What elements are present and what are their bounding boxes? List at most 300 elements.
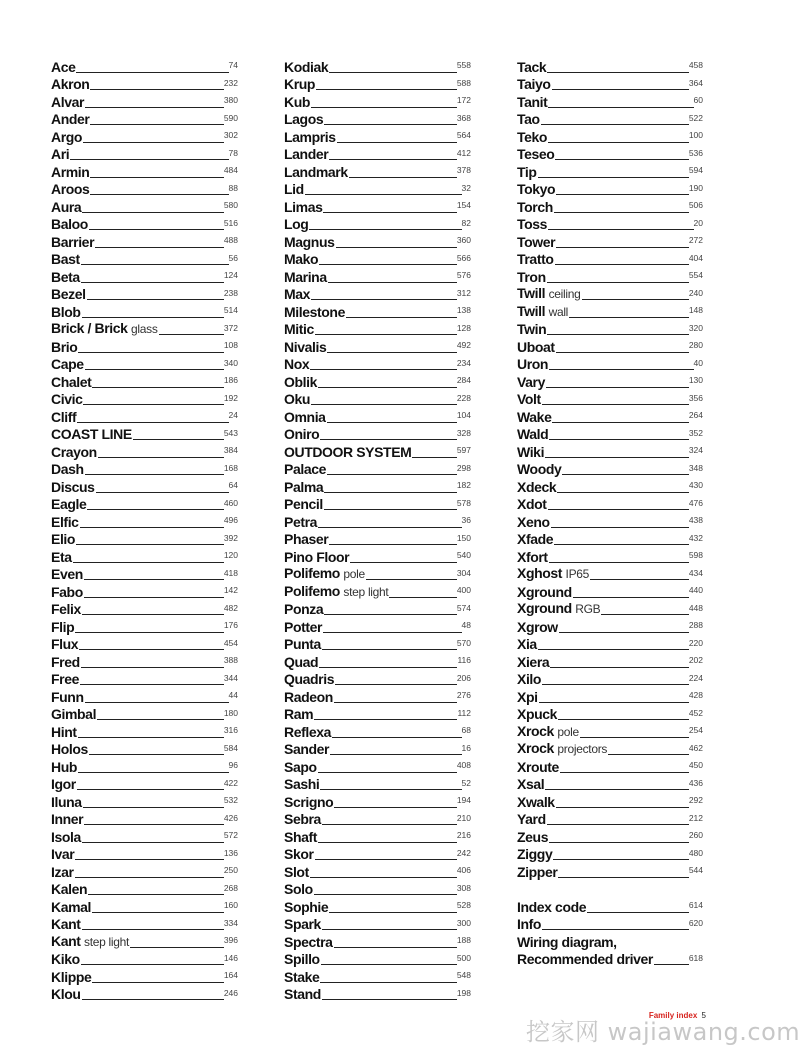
index-entry[interactable] bbox=[51, 915, 238, 933]
index-entry[interactable] bbox=[284, 810, 471, 828]
entry-family: Iluna bbox=[51, 793, 82, 810]
index-entry[interactable] bbox=[517, 565, 703, 583]
index-entry[interactable] bbox=[284, 495, 471, 513]
entry-family: Uboat bbox=[517, 338, 555, 355]
index-entry[interactable] bbox=[51, 477, 238, 495]
index-entry[interactable] bbox=[517, 57, 703, 75]
index-entry[interactable] bbox=[517, 110, 703, 128]
entry-family: Ziggy bbox=[517, 846, 553, 862]
entry-family: Volt bbox=[517, 391, 541, 407]
index-entry[interactable] bbox=[51, 845, 238, 863]
index-entry[interactable] bbox=[284, 897, 471, 915]
wiring-diagram-entry[interactable] bbox=[517, 932, 703, 967]
leader-line bbox=[82, 212, 224, 213]
entry-family: Woody bbox=[517, 461, 562, 477]
entry-name bbox=[284, 865, 309, 880]
index-entry[interactable] bbox=[284, 880, 471, 898]
leader-line bbox=[545, 789, 689, 790]
index-entry[interactable] bbox=[284, 355, 471, 373]
index-entry[interactable] bbox=[51, 302, 238, 320]
entry-family: Palma bbox=[284, 478, 324, 495]
index-entry[interactable] bbox=[51, 687, 238, 705]
index-entry[interactable] bbox=[51, 232, 238, 250]
entry-page: 412 bbox=[456, 147, 471, 158]
entry-name bbox=[51, 305, 81, 320]
index-entry[interactable] bbox=[517, 372, 703, 390]
index-entry[interactable] bbox=[51, 810, 238, 828]
index-entry[interactable] bbox=[517, 442, 703, 460]
entry-name bbox=[284, 270, 327, 285]
entry-page: 40 bbox=[693, 357, 703, 368]
entry-name bbox=[517, 777, 544, 792]
entry-name bbox=[517, 532, 553, 547]
leader-line bbox=[76, 544, 224, 545]
index-entry[interactable] bbox=[51, 495, 238, 513]
entry-family: Funn bbox=[51, 688, 84, 705]
index-entry[interactable] bbox=[284, 75, 471, 93]
index-entry[interactable] bbox=[51, 355, 238, 373]
entry-name bbox=[284, 620, 322, 635]
entry-page: 96 bbox=[228, 760, 238, 770]
index-entry[interactable] bbox=[517, 722, 703, 740]
index-entry[interactable] bbox=[284, 862, 471, 880]
index-entry[interactable] bbox=[284, 775, 471, 793]
index-entry[interactable] bbox=[51, 372, 238, 390]
leader-line bbox=[556, 807, 689, 808]
index-entry[interactable] bbox=[284, 92, 471, 110]
entry-page: 302 bbox=[223, 130, 238, 140]
entry-name bbox=[51, 970, 91, 985]
index-entry[interactable] bbox=[517, 197, 703, 215]
entry-family: Lampris bbox=[284, 128, 336, 145]
entry-page: 194 bbox=[456, 795, 471, 805]
leader-line bbox=[549, 439, 688, 440]
leader-line bbox=[322, 824, 457, 825]
entry-name bbox=[517, 286, 581, 302]
index-entry[interactable] bbox=[51, 897, 238, 915]
entry-page: 452 bbox=[688, 707, 703, 718]
entry-family: Zeus bbox=[517, 828, 549, 845]
index-entry[interactable] bbox=[284, 162, 471, 180]
index-entry[interactable] bbox=[284, 757, 471, 775]
index-entry[interactable] bbox=[284, 372, 471, 390]
index-entry[interactable] bbox=[284, 267, 471, 285]
entry-page: 64 bbox=[228, 480, 238, 490]
entry-page: 142 bbox=[223, 585, 238, 595]
index-entry[interactable] bbox=[517, 460, 703, 478]
leader-line bbox=[82, 614, 224, 615]
index-entry[interactable] bbox=[51, 757, 238, 775]
entry-page: 454 bbox=[223, 637, 238, 648]
entry-family: Xroute bbox=[517, 758, 559, 775]
entry-name bbox=[51, 865, 74, 880]
leader-line bbox=[322, 929, 457, 930]
leader-line bbox=[77, 422, 228, 423]
index-entry[interactable] bbox=[284, 425, 471, 443]
index-entry[interactable] bbox=[517, 495, 703, 513]
index-entry[interactable] bbox=[517, 127, 703, 145]
entry-name bbox=[284, 760, 317, 775]
index-column-3 bbox=[517, 57, 703, 967]
index-entry[interactable] bbox=[517, 740, 703, 758]
entry-page: 136 bbox=[223, 847, 238, 858]
index-entry[interactable] bbox=[284, 407, 471, 425]
entry-page: 246 bbox=[223, 987, 238, 998]
index-entry[interactable] bbox=[284, 460, 471, 478]
index-entry[interactable] bbox=[51, 197, 238, 215]
entry-family: Xdeck bbox=[517, 478, 557, 495]
index-entry[interactable] bbox=[517, 635, 703, 653]
leader-line bbox=[608, 754, 689, 755]
index-entry[interactable] bbox=[51, 337, 238, 355]
index-entry[interactable] bbox=[517, 670, 703, 688]
entry-page: 316 bbox=[223, 725, 238, 735]
index-entry[interactable] bbox=[51, 967, 238, 985]
index-entry[interactable] bbox=[51, 162, 238, 180]
index-entry[interactable] bbox=[284, 792, 471, 810]
section-gap bbox=[517, 880, 703, 898]
leader-line bbox=[78, 737, 224, 738]
index-entry[interactable] bbox=[517, 775, 703, 793]
entry-name bbox=[51, 882, 87, 897]
entry-page: 154 bbox=[456, 200, 471, 210]
index-entry[interactable] bbox=[51, 827, 238, 845]
leader-line bbox=[558, 877, 688, 878]
index-entry[interactable] bbox=[517, 390, 703, 408]
index-entry[interactable] bbox=[284, 827, 471, 845]
index-entry[interactable] bbox=[51, 722, 238, 740]
index-entry[interactable] bbox=[517, 337, 703, 355]
index-entry[interactable] bbox=[284, 617, 471, 635]
index-entry[interactable] bbox=[51, 390, 238, 408]
index-entry[interactable] bbox=[51, 215, 238, 233]
index-entry[interactable] bbox=[284, 547, 471, 565]
index-entry[interactable] bbox=[517, 145, 703, 163]
index-entry[interactable] bbox=[51, 670, 238, 688]
entry-family: Xrock bbox=[517, 722, 554, 739]
index-entry[interactable] bbox=[51, 92, 238, 110]
entry-page: 404 bbox=[688, 252, 703, 263]
index-entry[interactable] bbox=[51, 530, 238, 548]
index-entry[interactable] bbox=[517, 477, 703, 495]
entry-page: 554 bbox=[688, 270, 703, 280]
entry-name bbox=[51, 60, 75, 75]
index-entry[interactable] bbox=[51, 145, 238, 163]
index-entry[interactable] bbox=[284, 985, 471, 1003]
index-entry[interactable] bbox=[284, 302, 471, 320]
index-entry[interactable] bbox=[284, 670, 471, 688]
leader-line bbox=[320, 982, 456, 983]
entry-page: 488 bbox=[223, 235, 238, 245]
index-entry[interactable] bbox=[51, 740, 238, 758]
index-entry[interactable] bbox=[517, 582, 703, 600]
index-entry[interactable] bbox=[517, 180, 703, 198]
entry-family: Polifemo bbox=[284, 582, 340, 599]
index-entry[interactable] bbox=[517, 862, 703, 880]
entry-family: Cape bbox=[51, 356, 84, 372]
leader-line bbox=[85, 702, 229, 703]
entry-name bbox=[284, 497, 323, 512]
index-entry[interactable] bbox=[284, 582, 471, 600]
entry-family: Bast bbox=[51, 251, 80, 267]
entry-page: 180 bbox=[223, 707, 238, 718]
index-entry[interactable] bbox=[51, 705, 238, 723]
entry-name bbox=[284, 970, 319, 985]
index-entry[interactable] bbox=[517, 530, 703, 548]
entry-name bbox=[284, 742, 329, 757]
index-entry[interactable] bbox=[51, 127, 238, 145]
entry-page: 216 bbox=[456, 830, 471, 840]
index-entry[interactable] bbox=[51, 320, 238, 338]
index-entry[interactable] bbox=[51, 565, 238, 583]
index-entry[interactable] bbox=[517, 705, 703, 723]
index-entry[interactable] bbox=[284, 600, 471, 618]
index-entry[interactable] bbox=[284, 565, 471, 583]
index-entry[interactable] bbox=[517, 92, 703, 110]
leader-line bbox=[76, 72, 228, 73]
index-entry[interactable] bbox=[284, 337, 471, 355]
index-entry[interactable] bbox=[284, 652, 471, 670]
entry-name bbox=[284, 550, 349, 565]
entry-family: Kalen bbox=[51, 881, 88, 897]
entry-page: 150 bbox=[456, 532, 471, 543]
leader-line bbox=[305, 194, 462, 195]
entry-family: Xiera bbox=[517, 653, 550, 670]
index-entry[interactable] bbox=[51, 460, 238, 478]
index-entry[interactable] bbox=[51, 880, 238, 898]
entry-family: Chalet bbox=[51, 373, 92, 390]
index-entry[interactable] bbox=[51, 75, 238, 93]
leader-line bbox=[75, 859, 224, 860]
leader-line bbox=[159, 334, 224, 335]
index-entry[interactable] bbox=[284, 57, 471, 75]
entry-name bbox=[517, 357, 548, 372]
index-entry[interactable] bbox=[284, 320, 471, 338]
index-entry[interactable] bbox=[284, 197, 471, 215]
entry-family: Xpi bbox=[517, 688, 538, 705]
entry-name bbox=[517, 200, 553, 215]
entry-page: 224 bbox=[688, 672, 703, 683]
leader-line bbox=[346, 317, 457, 318]
entry-name bbox=[284, 882, 313, 897]
index-entry[interactable] bbox=[517, 285, 703, 303]
index-entry[interactable] bbox=[284, 932, 471, 950]
entry-page: 618 bbox=[688, 952, 703, 963]
entry-name bbox=[51, 917, 81, 932]
entry-name bbox=[517, 77, 551, 92]
leader-line bbox=[336, 247, 457, 248]
index-entry[interactable] bbox=[517, 302, 703, 320]
index-entry[interactable] bbox=[517, 512, 703, 530]
entry-name bbox=[517, 375, 545, 390]
index-entry[interactable] bbox=[51, 407, 238, 425]
leader-line bbox=[552, 422, 688, 423]
index-entry[interactable] bbox=[51, 652, 238, 670]
entry-page: 24 bbox=[228, 410, 238, 420]
index-entry[interactable] bbox=[284, 915, 471, 933]
leader-line bbox=[547, 334, 689, 335]
index-entry[interactable] bbox=[517, 547, 703, 565]
index-entry[interactable] bbox=[284, 145, 471, 163]
entry-family: Solo bbox=[284, 881, 313, 897]
index-entry[interactable] bbox=[51, 600, 238, 618]
index-entry[interactable] bbox=[284, 250, 471, 268]
leader-line bbox=[320, 789, 461, 790]
entry-family: Crayon bbox=[51, 443, 97, 460]
entry-page: 176 bbox=[223, 620, 238, 630]
entry-name bbox=[284, 130, 336, 145]
index-entry[interactable] bbox=[284, 232, 471, 250]
index-entry[interactable] bbox=[517, 250, 703, 268]
entry-page: 348 bbox=[688, 462, 703, 473]
index-entry[interactable] bbox=[517, 600, 703, 618]
entry-page: 268 bbox=[223, 882, 238, 893]
entry-family: Aura bbox=[51, 198, 82, 215]
index-entry[interactable] bbox=[51, 110, 238, 128]
entry-family: Quad bbox=[284, 653, 319, 670]
entry-family: Izar bbox=[51, 863, 74, 880]
entry-page: 356 bbox=[688, 392, 703, 403]
entry-name bbox=[51, 952, 80, 967]
entry-name bbox=[284, 637, 321, 652]
index-entry[interactable] bbox=[51, 267, 238, 285]
index-entry[interactable] bbox=[51, 582, 238, 600]
index-entry[interactable] bbox=[51, 180, 238, 198]
leader-line bbox=[548, 142, 689, 143]
entry-page: 590 bbox=[223, 112, 238, 123]
entry-family: Pino Floor bbox=[284, 548, 350, 565]
entry-page: 186 bbox=[223, 375, 238, 385]
entry-family: Oniro bbox=[284, 426, 320, 442]
index-entry[interactable] bbox=[517, 687, 703, 705]
entry-family: OUTDOOR SYSTEM bbox=[284, 443, 412, 460]
entry-page: 78 bbox=[228, 147, 238, 158]
index-entry[interactable] bbox=[517, 232, 703, 250]
index-entry[interactable] bbox=[51, 950, 238, 968]
index-entry[interactable] bbox=[517, 267, 703, 285]
index-entry[interactable] bbox=[284, 705, 471, 723]
entry-name bbox=[51, 235, 94, 250]
index-entry[interactable] bbox=[517, 915, 703, 933]
leader-line bbox=[318, 387, 457, 388]
index-entry[interactable] bbox=[51, 792, 238, 810]
leader-line bbox=[87, 509, 223, 510]
index-entry[interactable] bbox=[284, 740, 471, 758]
index-entry[interactable] bbox=[51, 775, 238, 793]
index-entry[interactable] bbox=[517, 425, 703, 443]
index-entry[interactable] bbox=[284, 285, 471, 303]
index-entry[interactable] bbox=[51, 547, 238, 565]
leader-line bbox=[324, 492, 457, 493]
index-entry[interactable] bbox=[51, 932, 238, 950]
entry-name bbox=[517, 112, 540, 127]
index-entry[interactable] bbox=[51, 985, 238, 1003]
index-entry[interactable] bbox=[284, 390, 471, 408]
index-entry[interactable] bbox=[517, 792, 703, 810]
index-entry[interactable] bbox=[517, 845, 703, 863]
leader-line bbox=[553, 859, 688, 860]
entry-page: 448 bbox=[688, 602, 703, 613]
entry-page: 480 bbox=[688, 847, 703, 858]
index-entry[interactable] bbox=[517, 652, 703, 670]
index-entry[interactable] bbox=[284, 530, 471, 548]
entry-family: Stake bbox=[284, 968, 320, 985]
leader-line bbox=[546, 387, 689, 388]
index-entry[interactable] bbox=[284, 215, 471, 233]
entry-family: Xground bbox=[517, 600, 572, 616]
index-entry[interactable] bbox=[517, 810, 703, 828]
index-entry[interactable] bbox=[284, 127, 471, 145]
index-entry[interactable] bbox=[51, 442, 238, 460]
entry-page: 392 bbox=[223, 532, 238, 543]
index-entry[interactable] bbox=[517, 75, 703, 93]
index-entry[interactable] bbox=[51, 617, 238, 635]
index-entry[interactable] bbox=[284, 512, 471, 530]
entry-page: 276 bbox=[456, 690, 471, 700]
index-entry[interactable] bbox=[517, 757, 703, 775]
leader-line bbox=[545, 457, 689, 458]
index-entry[interactable] bbox=[284, 477, 471, 495]
entry-page: 436 bbox=[688, 777, 703, 788]
index-entry[interactable] bbox=[284, 635, 471, 653]
index-entry[interactable] bbox=[517, 215, 703, 233]
index-entry[interactable] bbox=[284, 845, 471, 863]
entry-name bbox=[284, 77, 315, 92]
index-entry[interactable] bbox=[517, 827, 703, 845]
index-entry[interactable] bbox=[284, 967, 471, 985]
entry-name bbox=[51, 77, 89, 92]
index-entry[interactable] bbox=[517, 897, 703, 915]
index-entry[interactable] bbox=[51, 250, 238, 268]
index-entry[interactable] bbox=[284, 442, 471, 460]
entry-family: Tower bbox=[517, 233, 556, 250]
entry-name bbox=[284, 357, 309, 372]
leader-line bbox=[366, 579, 457, 580]
index-entry[interactable] bbox=[517, 355, 703, 373]
index-entry[interactable] bbox=[51, 635, 238, 653]
index-entry[interactable] bbox=[517, 162, 703, 180]
entry-page: 368 bbox=[456, 112, 471, 123]
index-entry[interactable] bbox=[284, 950, 471, 968]
leader-line bbox=[81, 667, 224, 668]
entry-family: Hub bbox=[51, 758, 78, 775]
entry-name bbox=[517, 655, 549, 670]
index-entry[interactable] bbox=[517, 320, 703, 338]
entry-name bbox=[517, 182, 555, 197]
leader-line bbox=[318, 772, 457, 773]
index-entry[interactable] bbox=[51, 57, 238, 75]
index-entry[interactable] bbox=[51, 425, 238, 443]
entry-name bbox=[51, 95, 84, 110]
index-entry[interactable] bbox=[284, 687, 471, 705]
entry-family: Twill bbox=[517, 302, 546, 319]
index-entry[interactable] bbox=[517, 617, 703, 635]
entry-family: Landmark bbox=[284, 163, 348, 180]
index-entry[interactable] bbox=[517, 407, 703, 425]
index-entry[interactable] bbox=[51, 512, 238, 530]
index-entry[interactable] bbox=[284, 180, 471, 198]
leader-line bbox=[327, 474, 457, 475]
index-entry[interactable] bbox=[51, 285, 238, 303]
leader-line bbox=[98, 457, 224, 458]
index-entry[interactable] bbox=[51, 862, 238, 880]
leader-line bbox=[569, 317, 689, 318]
index-entry[interactable] bbox=[284, 722, 471, 740]
entry-page: 482 bbox=[223, 602, 238, 613]
leader-line bbox=[92, 387, 223, 388]
index-entry[interactable] bbox=[284, 110, 471, 128]
leader-line bbox=[323, 212, 456, 213]
